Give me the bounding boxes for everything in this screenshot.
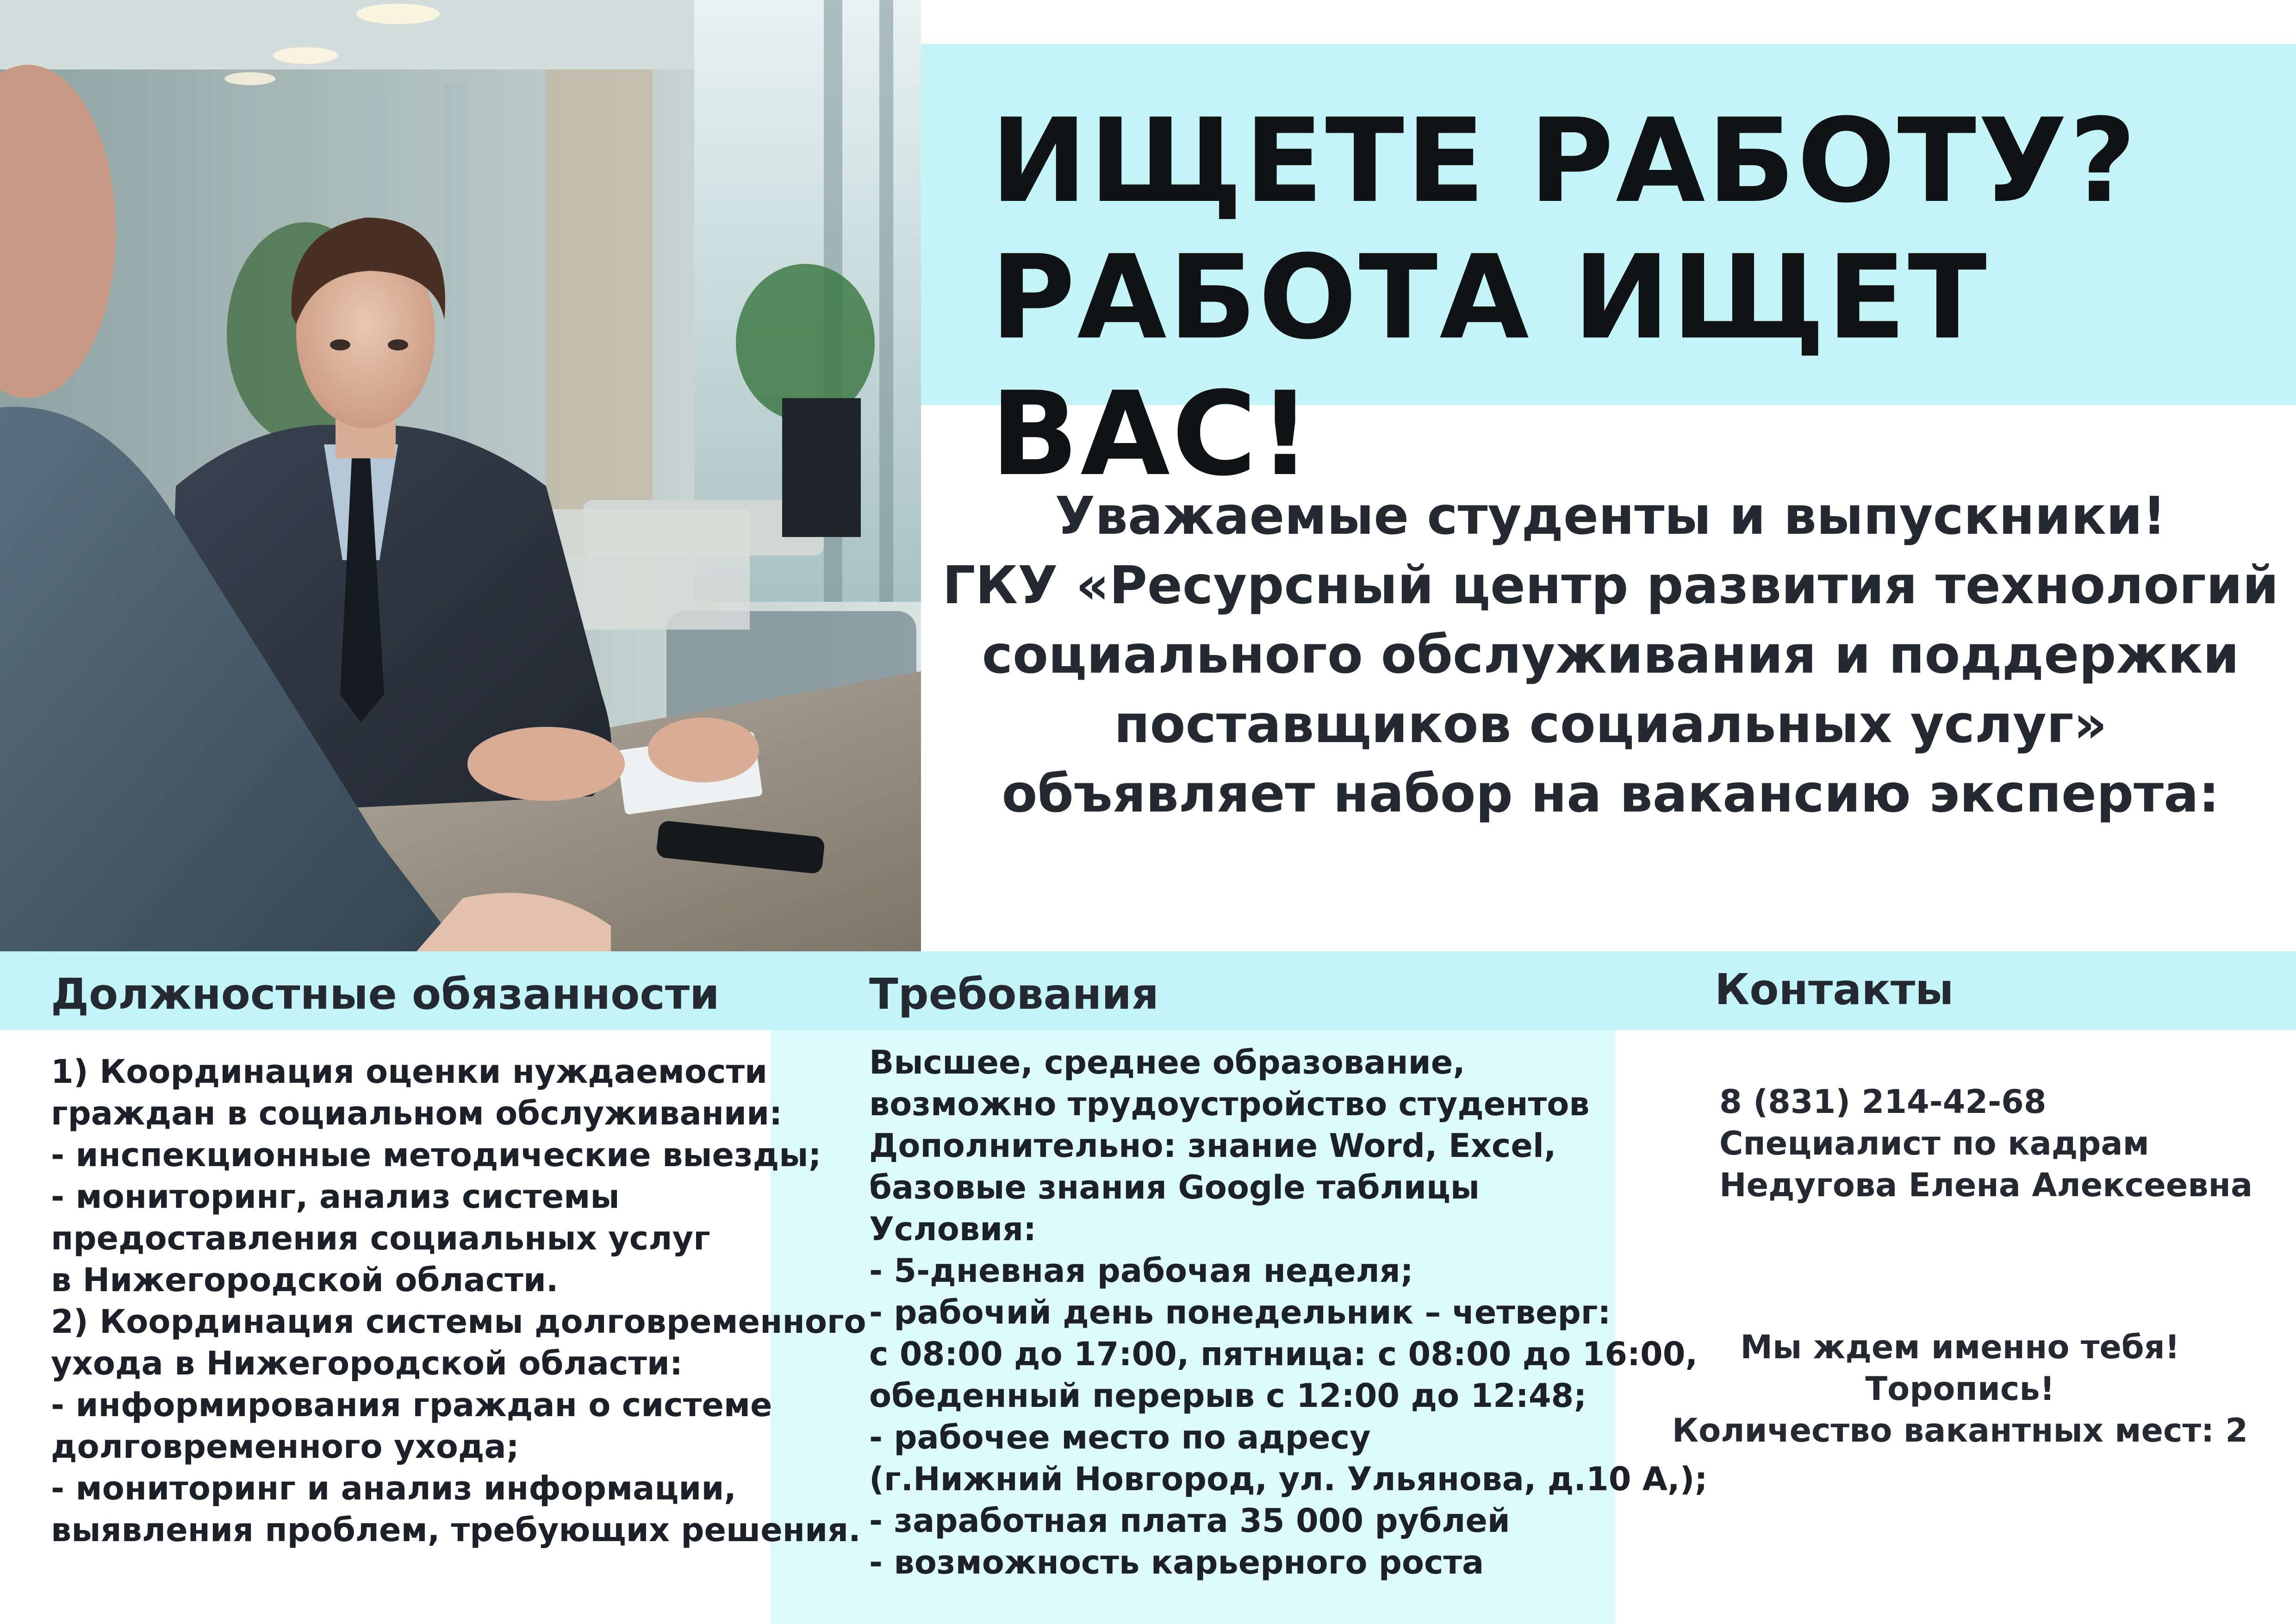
closing-message bbox=[1648, 1326, 2272, 1451]
announcement-line: Уважаемые студенты и выпускники! bbox=[1055, 486, 2166, 546]
contacts-title: Контакты bbox=[1715, 965, 1954, 1014]
requirements-title: Требования bbox=[869, 969, 1159, 1019]
duties-line: граждан в социальном обслуживании: bbox=[51, 1094, 783, 1132]
duties-title: Должностные обязанности bbox=[51, 969, 720, 1019]
requirements-line: - рабочее место по адресу bbox=[869, 1418, 1371, 1456]
announcement-line: объявляет набор на вакансию эксперта: bbox=[1002, 764, 2220, 824]
requirements-list bbox=[869, 1042, 1708, 1583]
requirements-line: - заработная плата 35 000 рублей bbox=[869, 1502, 1510, 1540]
duties-line: - мониторинг и анализ информации, bbox=[51, 1469, 736, 1507]
duties-line: предоставления социальных услуг bbox=[51, 1219, 710, 1257]
requirements-line: возможно трудоустройство студентов bbox=[869, 1085, 1590, 1123]
requirements-line: - возможность карьерного роста bbox=[869, 1543, 1484, 1581]
announcement-text bbox=[935, 481, 2286, 829]
duties-line: - мониторинг, анализ системы bbox=[51, 1178, 620, 1216]
office-interview-photo bbox=[0, 0, 921, 951]
duties-line: долговременного ухода; bbox=[51, 1428, 519, 1466]
requirements-line: Условия: bbox=[869, 1210, 1037, 1248]
announcement-line: ГКУ «Ресурсный центр развития технологий bbox=[942, 556, 2279, 616]
duties-line: в Нижегородской области. bbox=[51, 1261, 559, 1299]
duties-line: выявления проблем, требующих решения. bbox=[51, 1511, 861, 1549]
requirements-line: с 08:00 до 17:00, пятница: с 08:00 до 16:00, bbox=[869, 1335, 1698, 1373]
requirements-line: обеденный перерыв с 12:00 до 12:48; bbox=[869, 1377, 1587, 1415]
contacts-list bbox=[1719, 1081, 2252, 1206]
closing-line: Торопись! bbox=[1865, 1370, 2055, 1408]
duties-list bbox=[51, 1051, 866, 1551]
duties-line: - инспекционные методические выезды; bbox=[51, 1136, 821, 1174]
contact-phone: 8 (831) 214-42-68 bbox=[1719, 1083, 2047, 1121]
requirements-line: - рабочий день понедельник – четверг: bbox=[869, 1293, 1611, 1331]
closing-line: Количество вакантных мест: 2 bbox=[1672, 1412, 2248, 1449]
requirements-line: Дополнительно: знание Word, Excel, bbox=[869, 1127, 1556, 1165]
headline-line-2: РАБОТА ИЩЕТ ВАС! bbox=[990, 230, 1989, 501]
requirements-line: базовые знания Google таблицы bbox=[869, 1168, 1480, 1206]
contact-name: Недугова Елена Алексеевна bbox=[1719, 1166, 2253, 1204]
headline-line-1: ИЩЕТЕ РАБОТУ? bbox=[990, 94, 2138, 228]
photo-illustration bbox=[0, 0, 921, 951]
announcement-line: социального обслуживания и поддержки bbox=[982, 625, 2240, 685]
contact-role: Специалист по кадрам bbox=[1719, 1124, 2149, 1162]
duties-line: ухода в Нижегородской области: bbox=[51, 1344, 683, 1382]
requirements-line: - 5-дневная рабочая неделя; bbox=[869, 1252, 1413, 1290]
headline bbox=[990, 93, 2286, 502]
announcement-line: поставщиков социальных услуг» bbox=[1114, 694, 2107, 755]
requirements-line: (г.Нижний Новгород, ул. Ульянова, д.10 А,); bbox=[869, 1460, 1708, 1498]
duties-line: - информирования граждан о системе bbox=[51, 1386, 772, 1424]
closing-line: Мы ждем именно тебя! bbox=[1740, 1328, 2180, 1366]
duties-line: 1) Координация оценки нуждаемости bbox=[51, 1053, 768, 1091]
duties-line: 2) Координация системы долговременного bbox=[51, 1303, 866, 1341]
requirements-line: Высшее, среднее образование, bbox=[869, 1043, 1465, 1081]
